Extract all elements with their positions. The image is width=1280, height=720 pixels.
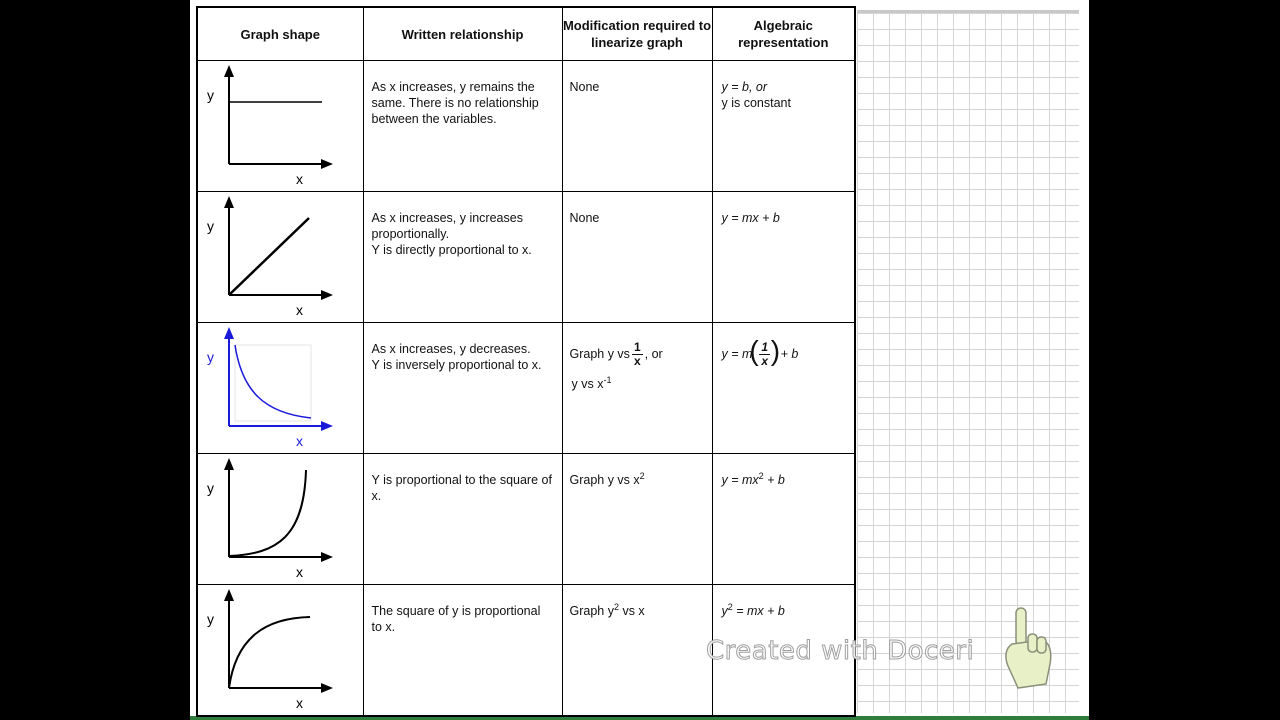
- header-written-relationship: Written relationship: [363, 7, 562, 61]
- modification-text: Graph y vs x: [569, 473, 640, 487]
- x-axis-label: x: [296, 302, 303, 318]
- algebraic-cell: [712, 61, 855, 192]
- modification-text: None: [569, 211, 600, 225]
- slide-canvas: [190, 0, 1089, 720]
- parenthesized-fraction: ( $\frac{1}{x}$ ): [752, 341, 777, 368]
- graph-cell: [197, 192, 363, 323]
- header-row: [197, 7, 855, 61]
- modification-line2: y vs $x^{-1}$: [571, 374, 612, 391]
- y-axis-label: y: [207, 611, 214, 627]
- algebraic-lead: y: [721, 604, 728, 618]
- modification-cell: [562, 454, 712, 585]
- modification-text: Graph y: [569, 604, 614, 618]
- table-row: [197, 192, 855, 323]
- x-axis-label: x: [296, 171, 303, 187]
- y-axis-label: y: [207, 87, 214, 103]
- written-relationship-cell: [363, 192, 562, 323]
- header-graph-shape: Graph shape: [197, 7, 363, 61]
- modification-cell: [562, 323, 712, 454]
- written-relationship-cell: [363, 61, 562, 192]
- graph-cell: [197, 323, 363, 454]
- modification-suffix: , or: [644, 346, 663, 361]
- header-modification: Modification required to linearize graph: [562, 7, 712, 61]
- inverse-graph: [198, 323, 364, 453]
- exponent: 2: [639, 470, 645, 481]
- algebraic-tail: + b: [763, 473, 785, 487]
- written-text: As x increases, y increases proportionally.: [371, 211, 523, 241]
- watermark-text: Created with Doceri: [706, 636, 975, 666]
- modification-cell: [562, 585, 712, 717]
- x-axis-label: x: [296, 433, 303, 449]
- algebraic-lead: y = m: [721, 346, 753, 361]
- x-axis-label: x: [296, 564, 303, 580]
- table-row: [197, 454, 855, 585]
- modification-cell: [562, 61, 712, 192]
- written-text-line2: Y is inversely proportional to x.: [371, 358, 542, 372]
- header-algebraic: Algebraic representation: [712, 7, 855, 61]
- exponent: 2: [758, 470, 764, 481]
- written-text-line2: Y is directly proportional to x.: [371, 243, 532, 257]
- written-text: The square of y is proportional to x.: [371, 604, 541, 634]
- modification-cell: [562, 192, 712, 323]
- algebraic-tail: + b: [777, 346, 799, 361]
- y-axis-label: y: [207, 349, 214, 365]
- reciprocal-fraction: $\frac{1}{x}$: [633, 340, 641, 368]
- written-relationship-cell: [363, 323, 562, 454]
- table-row: [197, 323, 855, 454]
- quadratic-graph: [198, 454, 364, 584]
- algebraic-cell: [712, 323, 855, 454]
- algebraic-text: y = b, or: [721, 80, 768, 94]
- horizontal-line-graph: [198, 61, 364, 191]
- algebraic-text-line2: y is constant: [721, 96, 791, 110]
- graph-cell: [197, 454, 363, 585]
- relationship-table: [196, 6, 856, 717]
- algebraic-text: y = mx + b: [721, 211, 780, 225]
- graph-cell: [197, 61, 363, 192]
- linear-graph: [198, 192, 364, 322]
- table-row: [197, 61, 855, 192]
- written-text: As x increases, y remains the same. There is no relationship between the variables.: [371, 80, 539, 126]
- exponent: 2: [727, 601, 733, 612]
- modification-tail: vs x: [618, 604, 645, 618]
- x-axis-label: x: [296, 695, 303, 711]
- y-axis-label: y: [207, 480, 214, 496]
- square-root-graph: [198, 585, 364, 715]
- modification-prefix: Graph y vs: [569, 346, 630, 361]
- written-text: Y is proportional to the square of x.: [371, 473, 552, 503]
- exponent: 2: [613, 601, 619, 612]
- hand-pointer-icon: [998, 604, 1058, 694]
- modification-text: None: [569, 80, 600, 94]
- algebraic-cell: [712, 454, 855, 585]
- algebraic-tail: = mx + b: [732, 604, 785, 618]
- y-axis-label: y: [207, 218, 214, 234]
- graph-cell: [197, 585, 363, 717]
- algebraic-cell: [712, 192, 855, 323]
- written-relationship-cell: [363, 454, 562, 585]
- written-text: As x increases, y decreases.: [371, 342, 531, 356]
- algebraic-lead: y = mx: [721, 473, 759, 487]
- written-relationship-cell: [363, 585, 562, 717]
